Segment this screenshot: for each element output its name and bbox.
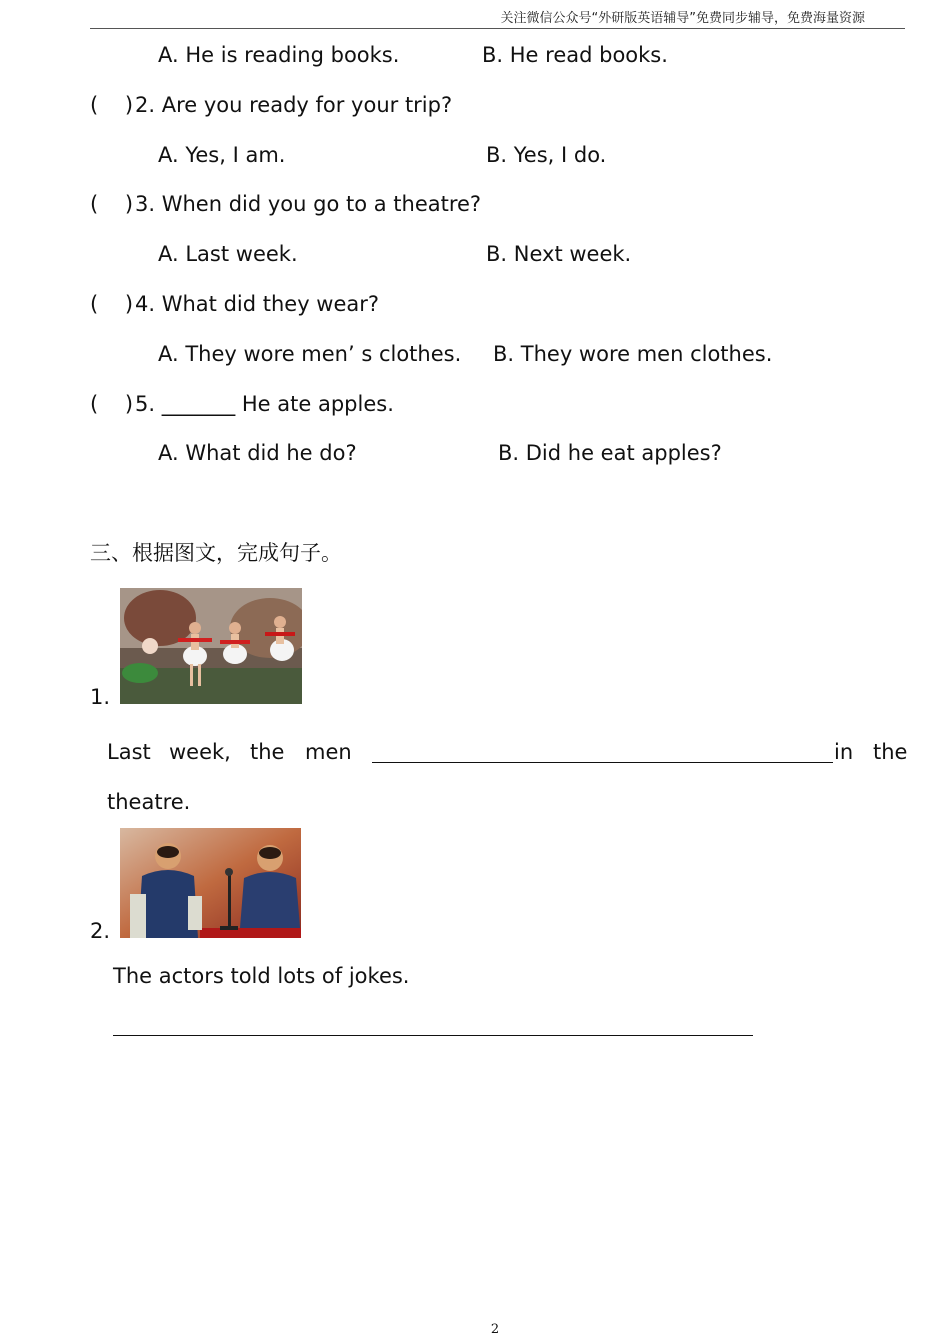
item-two-number: 2. [90, 919, 111, 943]
header-note: 关注微信公众号“外研版英语辅导”免费同步辅导，免费海量资源 [500, 11, 865, 26]
item-one-answer-blank[interactable] [372, 762, 833, 763]
q1-option-a: A. He is reading books. [158, 43, 400, 67]
q5-option-a: A. What did he do? [158, 441, 357, 465]
header-divider [90, 28, 905, 29]
q4-stem: 4. What did they wear? [135, 292, 380, 316]
q4-option-b: B. They wore men clothes. [493, 342, 773, 366]
q2-answer-paren[interactable]: ( ) [90, 93, 134, 117]
q3-stem: 3. When did you go to a theatre? [135, 192, 482, 216]
item-one-word-2: week, [169, 740, 231, 764]
actors-illustration [120, 828, 301, 938]
item-two-answer-blank[interactable] [113, 1035, 753, 1036]
q2-stem: 2. Are you ready for your trip? [135, 93, 453, 117]
q3-answer-paren[interactable]: ( ) [90, 192, 134, 216]
actors-photo [120, 828, 301, 938]
item-one-tail-word-1: in [834, 740, 854, 764]
q3-option-a: A. Last week. [158, 242, 298, 266]
page-number: 2 [490, 1322, 500, 1337]
item-one-number: 1. [90, 685, 111, 709]
q4-answer-paren[interactable]: ( ) [90, 292, 134, 316]
q2-option-b: B. Yes, I do. [486, 143, 607, 167]
q3-option-b: B. Next week. [486, 242, 632, 266]
q4-option-a: A. They wore men’ s clothes. [158, 342, 462, 366]
item-one-tail-word-2: the [873, 740, 908, 764]
item-one-continuation: theatre. [107, 790, 191, 814]
section-three-title: 三、根据图文，完成句子。 [90, 541, 342, 565]
q5-answer-paren[interactable]: ( ) [90, 392, 134, 416]
q1-option-b: B. He read books. [482, 43, 668, 67]
item-one-word-3: the [250, 740, 285, 764]
q2-option-a: A. Yes, I am. [158, 143, 286, 167]
item-one-word-4: men [305, 740, 352, 764]
item-two-sentence: The actors told lots of jokes. [113, 964, 410, 988]
item-one-word-1: Last [107, 740, 151, 764]
q5-stem: 5. _______ He ate apples. [135, 392, 394, 416]
q5-option-b: B. Did he eat apples? [498, 441, 722, 465]
men-dancing-photo [120, 588, 302, 704]
dancers-illustration [120, 588, 302, 704]
